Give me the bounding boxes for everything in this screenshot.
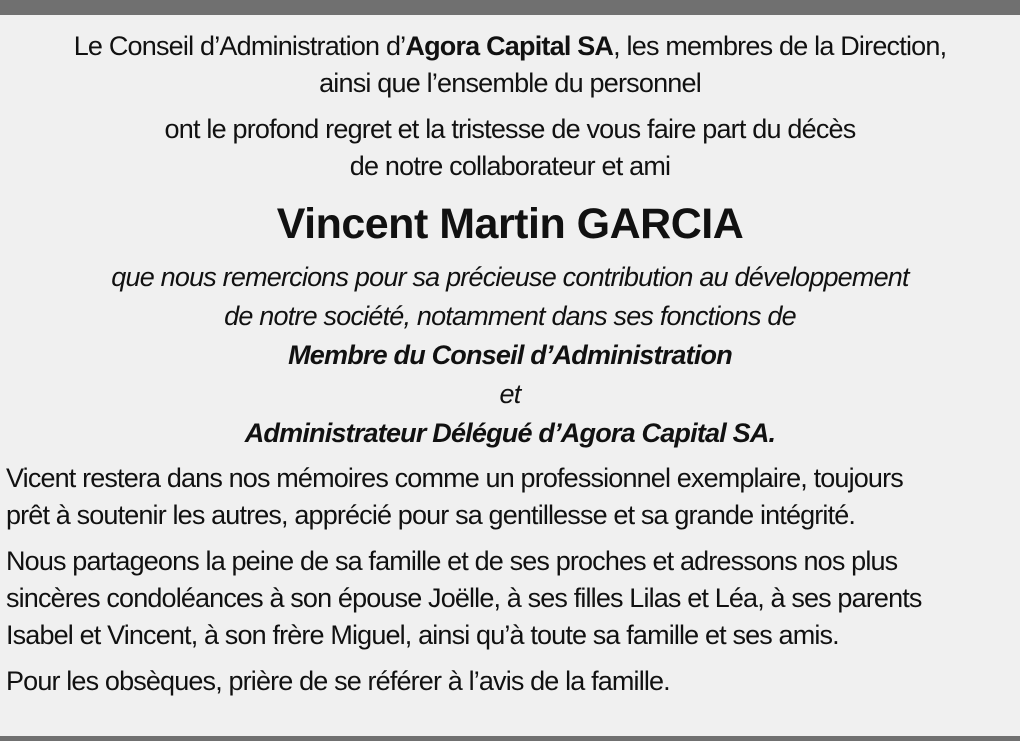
role-connector: et — [499, 379, 521, 409]
role-board-member: Membre du Conseil d’Administration — [288, 340, 732, 370]
condolences-line-3: Isabel et Vincent, à son frère Miguel, ainsi qu’à toute sa famille et ses amis. — [6, 620, 839, 650]
tribute-line-2: de notre société, notamment dans ses fonctions de — [224, 301, 796, 331]
top-border — [0, 0, 1020, 15]
intro-line-1 — [6, 28, 1014, 65]
funeral-paragraph — [6, 663, 1014, 700]
intro-paragraph — [6, 28, 1014, 102]
intro-text-start: Le Conseil d’Administration d’ — [73, 31, 406, 61]
tribute-line-1: que nous remercions pour sa précieuse contribution au développement — [111, 262, 909, 292]
intro-line-2: ainsi que l’ensemble du personnel — [319, 68, 701, 98]
funeral-line: Pour les obsèques, prière de se référer à l’avis de la famille. — [6, 666, 670, 696]
bottom-border — [0, 736, 1020, 741]
memory-paragraph — [6, 460, 1014, 534]
condolences-paragraph — [6, 543, 1014, 654]
regret-paragraph — [6, 111, 1014, 185]
condolences-line-2: sincères condoléances à son épouse Joëlle, à ses filles Lilas et Léa, à ses parents — [6, 583, 922, 613]
memory-line-1: Vicent restera dans nos mémoires comme un professionnel exemplaire, toujours — [6, 463, 903, 493]
regret-line-1: ont le profond regret et la tristesse de vous faire part du décès — [164, 114, 856, 144]
company-name: Agora Capital SA — [405, 31, 614, 61]
deceased-name: Vincent Martin GARCIA — [276, 200, 744, 248]
role-managing-director: Administrateur Délégué d’Agora Capital SA. — [244, 418, 776, 448]
obituary-notice — [0, 28, 1020, 700]
tribute-paragraph — [6, 258, 1014, 453]
intro-text-end: , les membres de la Direction, — [613, 31, 947, 61]
memory-line-2: prêt à soutenir les autres, apprécié pour sa gentillesse et sa grande intégrité. — [6, 500, 856, 530]
condolences-line-1: Nous partageons la peine de sa famille et de ses proches et adressons nos plus — [6, 546, 898, 576]
regret-line-2: de notre collaborateur et ami — [349, 151, 671, 181]
